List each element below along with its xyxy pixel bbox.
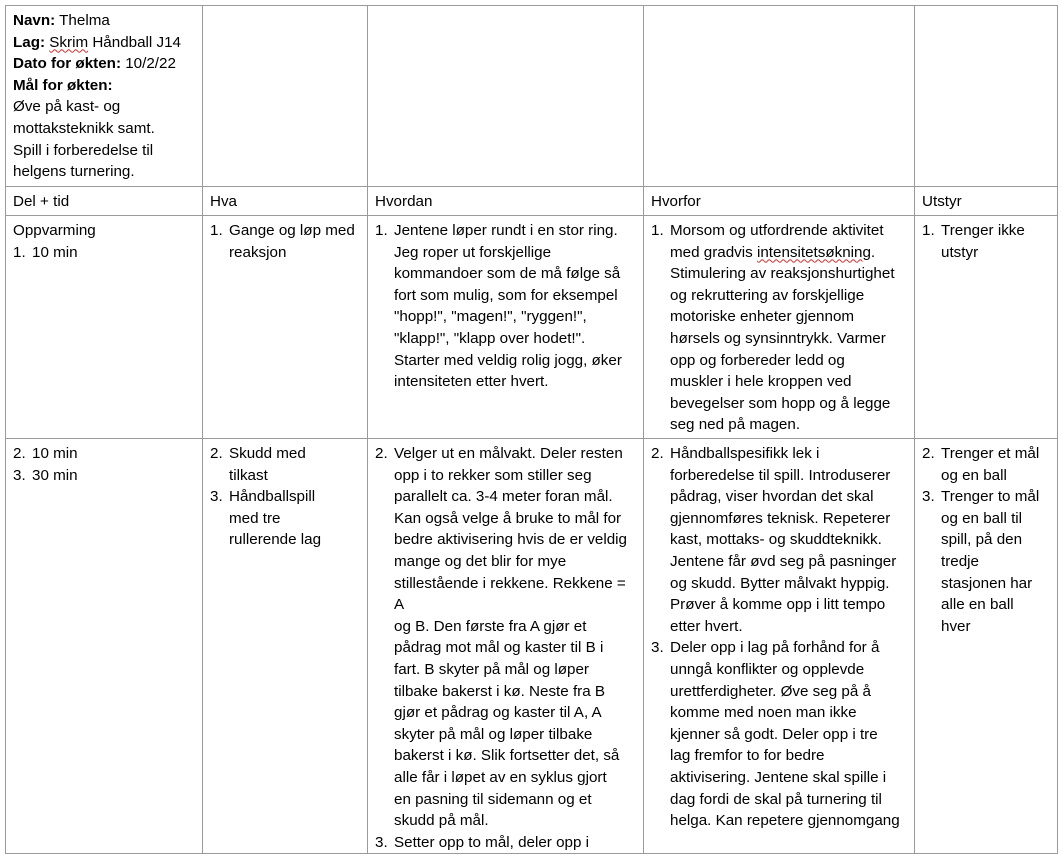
list-item: 3. Setter opp to mål, deler opp i	[375, 833, 590, 851]
list-item: 2. Skudd med tilkast	[210, 445, 306, 484]
maal-text-line: Øve på kast- og	[13, 98, 121, 116]
dato-value: 10/2/22	[121, 55, 176, 73]
list-item: 3. 30 min	[13, 466, 78, 484]
table-row-oppvarming	[6, 216, 1058, 439]
del-tid-cell	[6, 439, 203, 854]
list-item: 1. Morsom og utfordrende aktivitet med gradvis intensitetsøkning. Stimulering av reaksjonshurtighet og rekruttering av forskjellige motoriske enheter gjennom hørsels og synsinntrykk. Varmer opp og forbereder ledd og muskler i hele kroppen ved bevegelser som hopp og å legge seg ned på magen.	[651, 222, 895, 434]
session-plan-table	[5, 5, 1058, 854]
column-header-utstyr: Utstyr	[915, 187, 1058, 216]
maal-text-line: helgens turnering.	[13, 163, 135, 181]
header-row	[6, 6, 1058, 187]
list-item: 1. Gange og løp med reaksjon	[210, 222, 355, 261]
hva-list	[210, 443, 359, 551]
column-header-hvordan: Hvordan	[368, 187, 644, 216]
hvordan-list	[375, 443, 635, 853]
utstyr-list	[922, 220, 1049, 263]
list-item: 3. Håndballspill med tre rullerende lag	[210, 488, 322, 549]
empty-cell	[915, 6, 1058, 187]
navn-value: Thelma	[55, 12, 110, 29]
spellcheck-word: intensitetsøkning	[756, 243, 871, 261]
empty-cell	[644, 6, 915, 187]
maal-label: Mål for økten:	[13, 76, 113, 94]
hva-cell	[203, 439, 368, 854]
session-info-cell	[6, 6, 203, 187]
list-item: 2. Velger ut en målvakt. Deler resten opp i to rekker som stiller seg parallelt ca. 3-4 meter foran mål. Kan også velge å bruke to mål for bedre aktivisering hvis de er veldig mange og det blir for mye stillestående i rekkene. Rekkene = A og B. Den første fra A gjør et pådrag mot mål og kaster til B i fart. B skyter på mål og løper tilbake bakerst i kø. Neste fra B gjør et pådrag og kaster til A, A skyter på mål og løper tilbake bakerst i kø. Slik fortsetter det, så alle får i løpet av en syklus gjort en pasning til sidemann og et skudd på mål.	[375, 445, 627, 830]
list-item: 1. Jentene løper rundt i en stor ring. Jeg roper ut forskjellige kommandoer som de må følge så fort som mulig, som for eksempel "hopp!", "magen!", "ryggen!", "klapp!", "klapp over hodet!". Starter med veldig rolig jogg, øker intensiteten etter hvert.	[375, 222, 622, 391]
empty-cell	[203, 6, 368, 187]
list-item: 3. Deler opp i lag på forhånd for å unngå konflikter og opplevde urettferdigheter. Øve seg på å komme med noen man ikke kjenner så godt. Deler opp i tre lag fremfor to for bedre aktivisering. Jentene skal spille i dag fordi de skal på turnering til helga. Kan repetere gjennomgang	[651, 639, 900, 830]
list-item: 2. 10 min	[13, 445, 78, 462]
del-tid-cell	[6, 216, 203, 439]
lag-label: Lag:	[13, 33, 46, 51]
hvordan-cell	[368, 216, 644, 439]
hva-cell	[203, 216, 368, 439]
hva-list	[210, 220, 359, 263]
lag-value: Håndball J14	[88, 33, 181, 51]
list-item: 3. Trenger to mål og en ball til spill, på den tredje stasjonen har alle en ball hver	[922, 488, 1040, 635]
list-item: 2. Håndballspesifikk lek i forberedelse til spill. Introduserer pådrag, viser hvordan det skal gjennomføres teknisk. Repeterer kast, mottaks- og skuddteknikk. Jentene får øvd seg på pasninger og skudd. Bytter målvakt hyppig. Prøver å komme opp i litt tempo etter hvert.	[651, 445, 897, 635]
utstyr-list	[922, 443, 1049, 637]
navn-label: Navn:	[13, 12, 56, 29]
table-row-skudd-spill	[6, 439, 1058, 854]
hvorfor-list	[651, 220, 906, 436]
lag-value-spellcheck: Skrim	[49, 33, 89, 51]
hvordan-list	[375, 220, 635, 393]
hvorfor-cell	[644, 439, 915, 854]
utstyr-cell	[915, 216, 1058, 439]
column-header-hvorfor: Hvorfor	[644, 187, 915, 216]
list-item: 1. 10 min	[13, 243, 78, 261]
list-item: 2. Trenger et mål og en ball	[922, 445, 1040, 484]
hvorfor-cell	[644, 216, 915, 439]
hvordan-cell	[368, 439, 644, 854]
maal-text-line: Spill i forberedelse til	[13, 141, 154, 159]
utstyr-cell	[915, 439, 1058, 854]
del-list	[13, 443, 194, 486]
empty-cell	[368, 6, 644, 187]
maal-text-line: mottaksteknikk samt.	[13, 119, 155, 137]
column-header-row	[6, 187, 1058, 216]
del-title: Oppvarming	[13, 222, 96, 239]
list-item: 1. Trenger ikke utstyr	[922, 222, 1025, 261]
del-list	[13, 242, 194, 264]
dato-label: Dato for økten:	[13, 55, 121, 73]
hvorfor-list	[651, 443, 906, 832]
column-header-del-tid: Del + tid	[6, 187, 203, 216]
column-header-hva: Hva	[203, 187, 368, 216]
